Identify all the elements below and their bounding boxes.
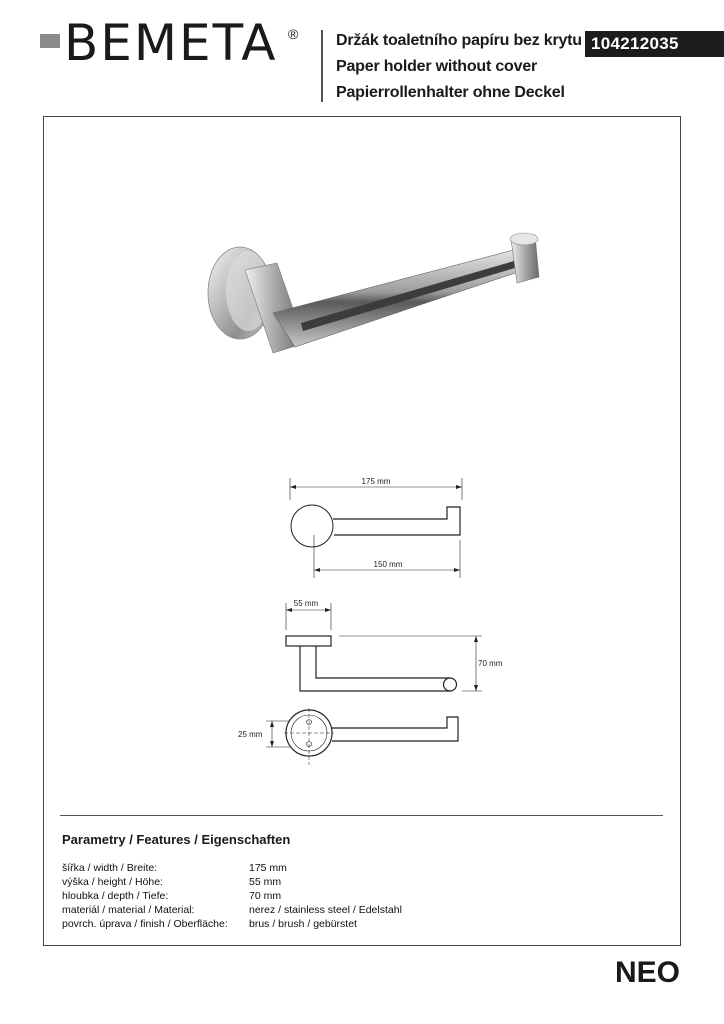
technical-drawing (225, 465, 525, 785)
feature-label: materiál / material / Material: (62, 904, 195, 916)
feature-value: brus / brush / gebürstet (249, 918, 357, 930)
dim-height-label: 55 mm (293, 599, 319, 608)
feature-label: hloubka / depth / Tiefe: (62, 890, 169, 902)
feature-value: nerez / stainless steel / Edelstahl (249, 904, 402, 916)
title-czech: Držák toaletního papíru bez krytu (336, 32, 582, 49)
feature-row-material (62, 903, 622, 917)
feature-label: výška / height / Höhe: (62, 876, 163, 888)
logo-text: BEMETA (64, 14, 278, 72)
title-german: Papierrollenhalter ohne Deckel (336, 84, 565, 101)
logo-mark-icon (40, 34, 60, 48)
brand-logo (38, 14, 308, 76)
feature-row-depth (62, 889, 622, 903)
feature-row-width (62, 861, 622, 875)
feature-value: 70 mm (249, 890, 282, 902)
feature-row-finish (62, 917, 622, 931)
series-name: NEO (614, 956, 680, 989)
feature-value: 55 mm (249, 876, 282, 888)
feature-value: 175 mm (249, 862, 287, 874)
dim-rosette-label: 25 mm (238, 730, 263, 739)
header-divider (321, 30, 323, 102)
features-heading: Parametry / Features / Eigenschaften (62, 832, 291, 847)
feature-label: šířka / width / Breite: (62, 862, 158, 874)
dim-arm-label: 150 mm (373, 560, 403, 569)
features-table (62, 861, 622, 931)
dim-width-label: 175 mm (361, 477, 391, 486)
feature-label: povrch. úprava / finish / Oberfläche: (62, 918, 228, 930)
dim-depth-label: 70 mm (478, 659, 503, 668)
product-titles (336, 28, 582, 106)
features-divider (60, 815, 663, 816)
registered-mark: ® (288, 26, 299, 42)
feature-row-height (62, 875, 622, 889)
title-english: Paper holder without cover (336, 58, 538, 75)
product-photo (195, 215, 555, 365)
product-code-badge: 104212035 (585, 31, 724, 57)
